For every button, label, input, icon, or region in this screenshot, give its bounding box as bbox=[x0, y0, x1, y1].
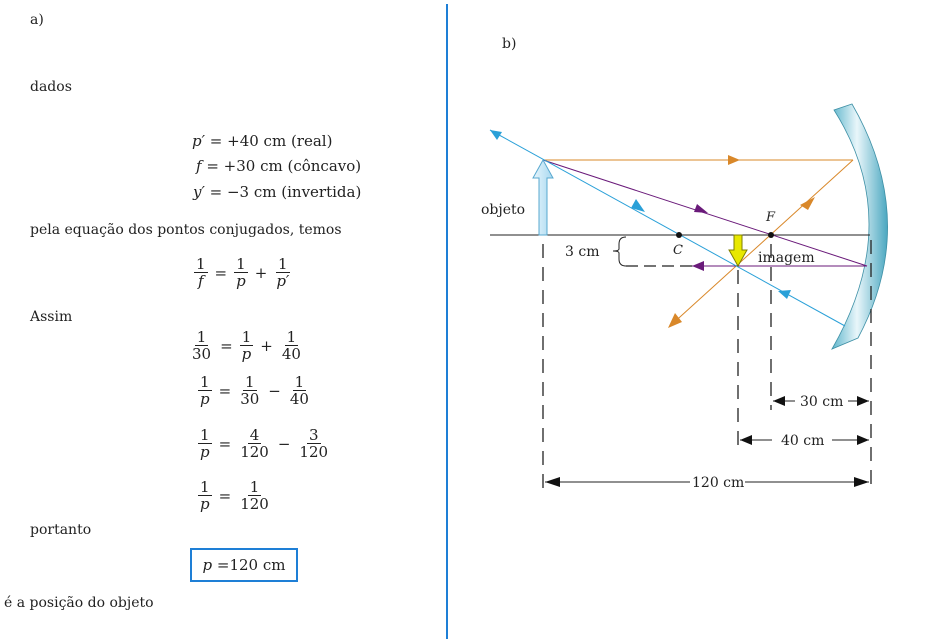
objeto-label: objeto bbox=[481, 202, 526, 218]
dimension-120 bbox=[545, 475, 869, 491]
given-pprime-lhs: p′ = bbox=[192, 132, 228, 150]
ray-purple-arrow bbox=[692, 261, 704, 271]
ray-orange-arrow bbox=[728, 155, 740, 165]
ray-orange-arrow bbox=[800, 197, 815, 210]
given-f-lhs: f = bbox=[196, 157, 224, 175]
fraction: $\frac{1}{f}$ bbox=[196, 255, 206, 290]
answer-rhs: 120 cm bbox=[229, 556, 286, 574]
ray-orange-arrow bbox=[668, 313, 682, 328]
ray-blue-arrow bbox=[490, 130, 502, 140]
equation-step-1: $\frac{1}{30}$ = $\frac{1}{p}$ + $\frac{1}{40}$ bbox=[192, 328, 301, 363]
imagem-label: imagem bbox=[758, 250, 815, 266]
dim-30-label: 30 cm bbox=[800, 394, 844, 410]
fraction: $\frac{1}{p}$ bbox=[236, 255, 246, 290]
given-f-rhs: +30 cm (côncavo) bbox=[223, 157, 362, 175]
ray-blue-arrow bbox=[631, 199, 645, 212]
dimension-30 bbox=[773, 394, 869, 410]
answer-lhs: p = bbox=[202, 556, 230, 574]
equation-step-3: $\frac{1}{p}$ = $\frac{4}{120}$ − $\frac{3}{120}$ bbox=[200, 426, 329, 461]
part-b-label: b) bbox=[502, 36, 517, 52]
dim-120-label: 120 cm bbox=[692, 475, 745, 491]
dim-40-label: 40 cm bbox=[781, 433, 825, 449]
conclusion-text: é a posição do objeto bbox=[4, 595, 154, 611]
ray-blue-arrow bbox=[778, 290, 791, 299]
image-height-label: 3 cm bbox=[565, 244, 600, 260]
assim-label: Assim bbox=[30, 309, 73, 325]
equation-step-2: $\frac{1}{p}$ = $\frac{1}{30}$ − $\frac{1}{40}$ bbox=[200, 373, 309, 408]
focus-point bbox=[768, 232, 774, 238]
reference-lines bbox=[543, 240, 871, 490]
fraction: $\frac{1}{p'}$ bbox=[276, 255, 290, 290]
mirror-equation: $\frac{1}{f}$ = $\frac{1}{p}$ + $\frac{1}{p'}$ bbox=[196, 255, 290, 290]
part-a-label: a) bbox=[30, 12, 44, 28]
dimension-40 bbox=[740, 433, 869, 449]
image-arrow-icon bbox=[729, 235, 747, 266]
portanto-label: portanto bbox=[30, 522, 92, 538]
center-point bbox=[676, 232, 682, 238]
equation-step-4: $\frac{1}{p}$ = $\frac{1}{120}$ bbox=[200, 478, 269, 513]
ray-purple-arrow bbox=[694, 204, 708, 213]
concave-mirror-icon bbox=[832, 104, 888, 349]
equation-intro: pela equação dos pontos conjugados, temos bbox=[30, 222, 342, 238]
dados-label: dados bbox=[30, 79, 72, 95]
C-label: C bbox=[673, 243, 683, 258]
given-yprime-lhs: y′ = bbox=[193, 183, 227, 201]
height-brace bbox=[613, 237, 626, 266]
given-yprime-rhs: −3 cm (invertida) bbox=[226, 183, 362, 201]
F-label: F bbox=[766, 210, 776, 225]
object-arrow-icon bbox=[533, 160, 553, 235]
given-pprime-rhs: +40 cm (real) bbox=[227, 132, 333, 150]
